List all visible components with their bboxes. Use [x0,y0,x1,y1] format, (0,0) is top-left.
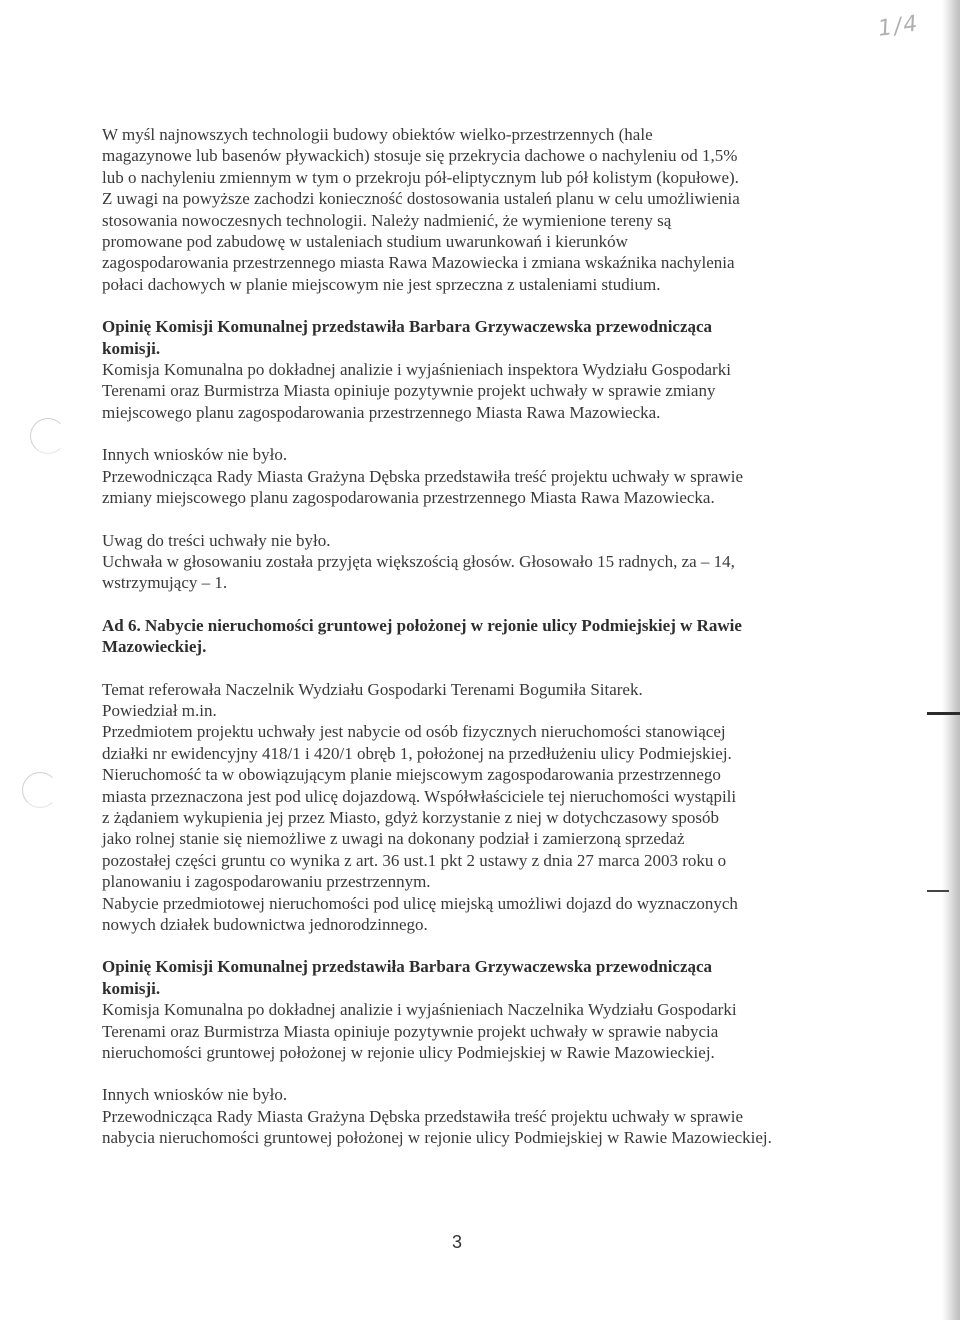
paragraph-technology: W myśl najnowszych technologii budowy obiektów wielko-przestrzennych (hale magazynowe lub basenów pływackich) stosuje się przekrycia dachowe o nachyleniu od 1,5% lub o nachyleniu zmiennym w tym o przekroju pół-eliptycznym lub pół kolistym (kopułowe). Z uwagi na powyższe zachodzi konieczność dostosowania ustaleń planu w celu umożliwienia stosowania nowoczesnych technologii. Należy nadmienić, że wymienione tereny są promowane pod zabudowę w ustaleniach studium uwarunkowań i kierunków zagospodarowania przestrzennego miasta Rawa Mazowiecka i zmiana wskaźnika nachylenia połaci dachowych w planie miejscowym nie jest sprzeczna z ustaleniami studium. [102,125,740,294]
paragraph-gap [102,295,826,316]
paragraph-no-motions: Innych wniosków nie było. Przewodnicząca Rady Miasta Grażyna Dębska przedstawiła treść projektu uchwały w sprawie zmiany miejscowego planu zagospodarowania przestrzennego Miasta Rawa Mazowiecka. [102,445,744,508]
paragraph-committee-opinion: Komisja Komunalna po dokładnej analizie i wyjaśnieniach inspektora Wydziału Gospodarki Terenami oraz Burmistrza Miasta opiniuje pozytywnie projekt uchwały w sprawie zmiany miejscowego planu zagospodarowania przestrzennego Miasta Rawa Mazowiecka. [102,360,731,422]
document-body [102,124,826,1149]
agenda-item-heading: Ad 6. Nabycie nieruchomości gruntowej położonej w rejonie ulicy Podmiejskiej w Rawie Mazowieckiej. [102,615,742,657]
punch-hole-mark [30,418,66,454]
committee-opinion-heading: Opinię Komisji Komunalnej przedstawiła Barbara Grzywaczewska przewodnicząca komisji. [102,317,713,358]
punch-hole-mark [22,772,58,808]
handwritten-sheet-number: 1/4 [876,11,921,42]
page-number: 3 [452,1232,463,1252]
paragraph-vote-result: Uwag do treści uchwały nie było. Uchwała w głosowaniu została przyjęta większością głosów. Głosowało 15 radnych, za – 14, wstrzymujący – 1. [102,530,735,593]
paragraph-gap [102,509,826,530]
committee-opinion-heading: Opinię Komisji Komunalnej przedstawiła Barbara Grzywaczewska przewodnicząca komisji. [102,957,713,998]
paragraph-gap [102,935,826,956]
scan-edge-mark [927,890,949,892]
scan-edge-shadow [942,0,960,1320]
paragraph-land-acquisition: Temat referowała Naczelnik Wydziału Gospodarki Terenami Bogumiła Sitarek. Powiedział m.in. Przedmiotem projektu uchwały jest nabycie od osób fizycznych nieruchomości stanowiącej działki nr ewidencyjny 418/1 i 420/1 obręb 1, położonej na przedłużeniu ulicy Podmiejskiej. Nieruchomość ta w obowiązującym planie miejscowym zagospodarowania przestrzennego miasta przeznaczona jest pod ulicę dojazdową. Współwłaściciele tej nieruchomości wystąpili z żądaniem wykupienia jej przez Miasto, gdyż korzystanie z niej w dotychczasowy sposób jako rolnej stanie się niemożliwe z uwagi na dokonany podział i zamierzoną sprzedaż pozostałej części gruntu co wynika z art. 36 ust.1 pkt 2 ustawy z dnia 27 marca 2003 roku o planowaniu i zagospodarowaniu przestrzennym. Nabycie przedmiotowej nieruchomości pod ulicę miejską umożliwi dojazd do wyznaczonych nowych działek budownictwa jednorodzinnego. [102,679,738,934]
paragraph-committee-opinion: Komisja Komunalna po dokładnej analizie i wyjaśnieniach Naczelnika Wydziału Gospodarki Terenami oraz Burmistrza Miasta opiniuje pozytywnie projekt uchwały w sprawie nabycia nieruchomości gruntowej położonej w rejonie ulicy Podmiejskiej w Rawie Mazowieckiej. [102,1000,737,1063]
paragraph-gap [102,658,826,679]
scan-edge-mark [927,712,960,715]
paragraph-gap [102,423,826,444]
paragraph-gap [102,594,826,615]
paragraph-no-motions: Innych wniosków nie było. Przewodnicząca Rady Miasta Grażyna Dębska przedstawiła treść projektu uchwały w sprawie nabycia nieruchomości gruntowej położonej w rejonie ulicy Podmiejskiej w Rawie Mazowieckiej. [102,1085,772,1148]
paragraph-gap [102,1063,826,1084]
